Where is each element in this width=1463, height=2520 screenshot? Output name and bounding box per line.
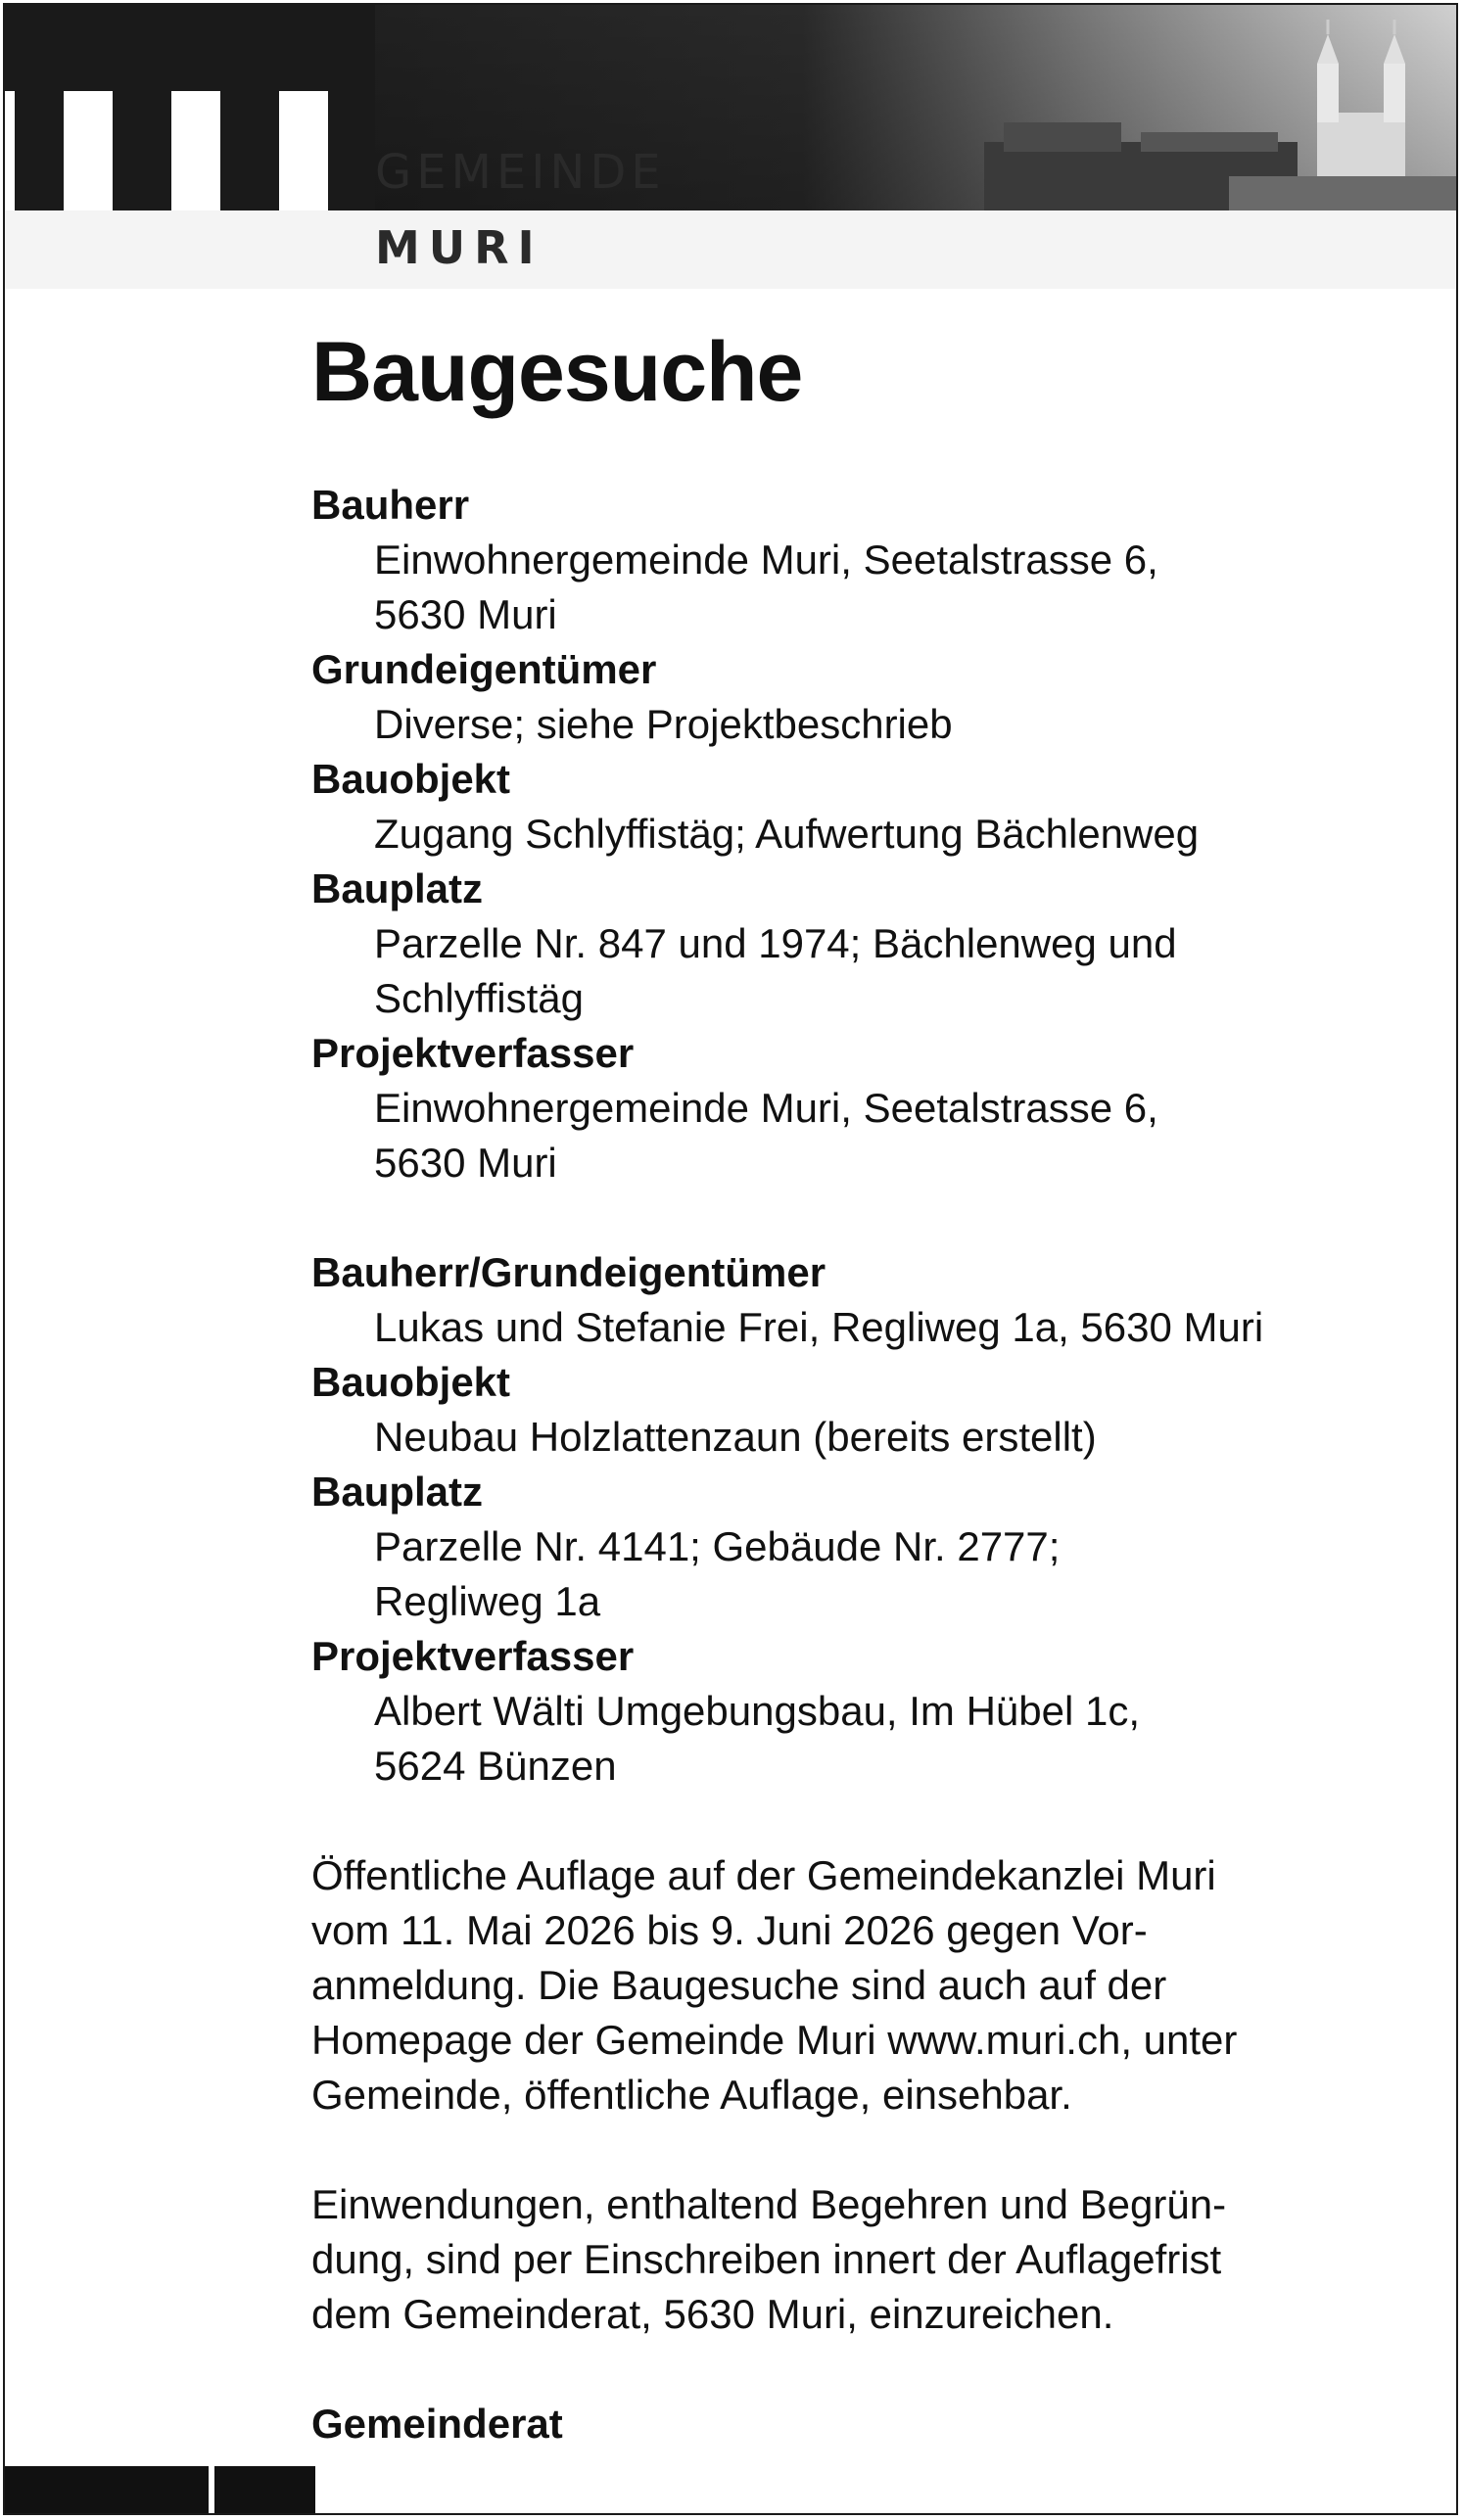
logo-muri-text: MURI [375,221,543,274]
notice-paragraph [311,2177,1428,2342]
field-value-line: Diverse; siehe Projektbeschrieb [374,701,953,747]
header-banner [5,5,1456,289]
paragraph-line: Einwendungen, enthaltend Begehren und Begrün- [311,2181,1227,2227]
field-value [311,916,1428,1026]
field-value-line: 5630 Muri [374,1140,557,1186]
notice-paragraphs [311,1848,1428,2342]
field-label: Projektverfasser [311,1633,635,1679]
field-label: Bauobjekt [311,1359,511,1405]
field-value-line: Neubau Holzlattenzaun (bereits erstellt) [374,1414,1097,1460]
signature: Gemeinderat [311,2401,563,2447]
muri-logo-graphic [5,5,1456,289]
field-label: Bauherr [311,482,470,528]
paragraph-line: vom 11. Mai 2026 bis 9. Juni 2026 gegen Vor- [311,1907,1148,1953]
field-value [311,1081,1428,1190]
application-list [311,478,1428,1794]
field-value-line: Einwohnergemeinde Muri, Seetalstrasse 6, [374,1085,1158,1131]
field-label: Projektverfasser [311,1030,635,1076]
paragraph-line: dem Gemeinderat, 5630 Muri, einzureichen. [311,2291,1114,2337]
field-label: Grundeigentümer [311,646,657,692]
field-label: Bauobjekt [311,756,511,802]
field-value [311,533,1428,642]
application-group [311,478,1428,1190]
field-value-line: 5624 Bünzen [374,1743,617,1789]
field-value-line: Zugang Schlyffistäg; Aufwertung Bächlenweg [374,811,1200,857]
field-label: Bauplatz [311,865,484,911]
field-value-line: 5630 Muri [374,591,557,637]
field-value [311,1410,1428,1465]
application-group [311,1245,1428,1794]
logo-gemeinde-text: GEMEINDE [375,145,666,200]
notice-frame [3,3,1458,2515]
field-value-line: Lukas und Stefanie Frei, Regliweg 1a, 5630 Muri [374,1304,1264,1350]
field-value-line: Albert Wälti Umgebungsbau, Im Hübel 1c, [374,1688,1141,1734]
paragraph-line: Homepage der Gemeinde Muri www.muri.ch, unter [311,2017,1238,2063]
paragraph-line: Gemeinde, öffentliche Auflage, einsehbar. [311,2072,1072,2118]
field-value-line: Parzelle Nr. 4141; Gebäude Nr. 2777; [374,1523,1061,1569]
field-value-line: Regliweg 1a [374,1578,601,1624]
notice-paragraph [311,1848,1428,2123]
notice-content [311,323,1428,2451]
paragraph-line: anmeldung. Die Baugesuche sind auch auf der [311,1962,1167,2008]
footer-bar-left [5,2466,209,2515]
field-label: Bauherr/Grundeigentümer [311,1249,826,1295]
field-value [311,807,1428,862]
paragraph-line: Öffentliche Auflage auf der Gemeindekanzlei Muri [311,1852,1216,1898]
field-value [311,1684,1428,1794]
field-value-line: Schlyffistäg [374,975,584,1021]
field-value-line: Einwohnergemeinde Muri, Seetalstrasse 6, [374,537,1158,583]
footer-bar-middle [214,2466,315,2515]
field-value [311,697,1428,752]
field-label: Bauplatz [311,1469,484,1515]
field-value [311,1300,1428,1355]
paragraph-line: dung, sind per Einschreiben innert der Auflagefrist [311,2236,1222,2282]
field-value [311,1519,1428,1629]
field-value-line: Parzelle Nr. 847 und 1974; Bächlenweg und [374,920,1177,966]
page-title: Baugesuche [311,325,803,419]
